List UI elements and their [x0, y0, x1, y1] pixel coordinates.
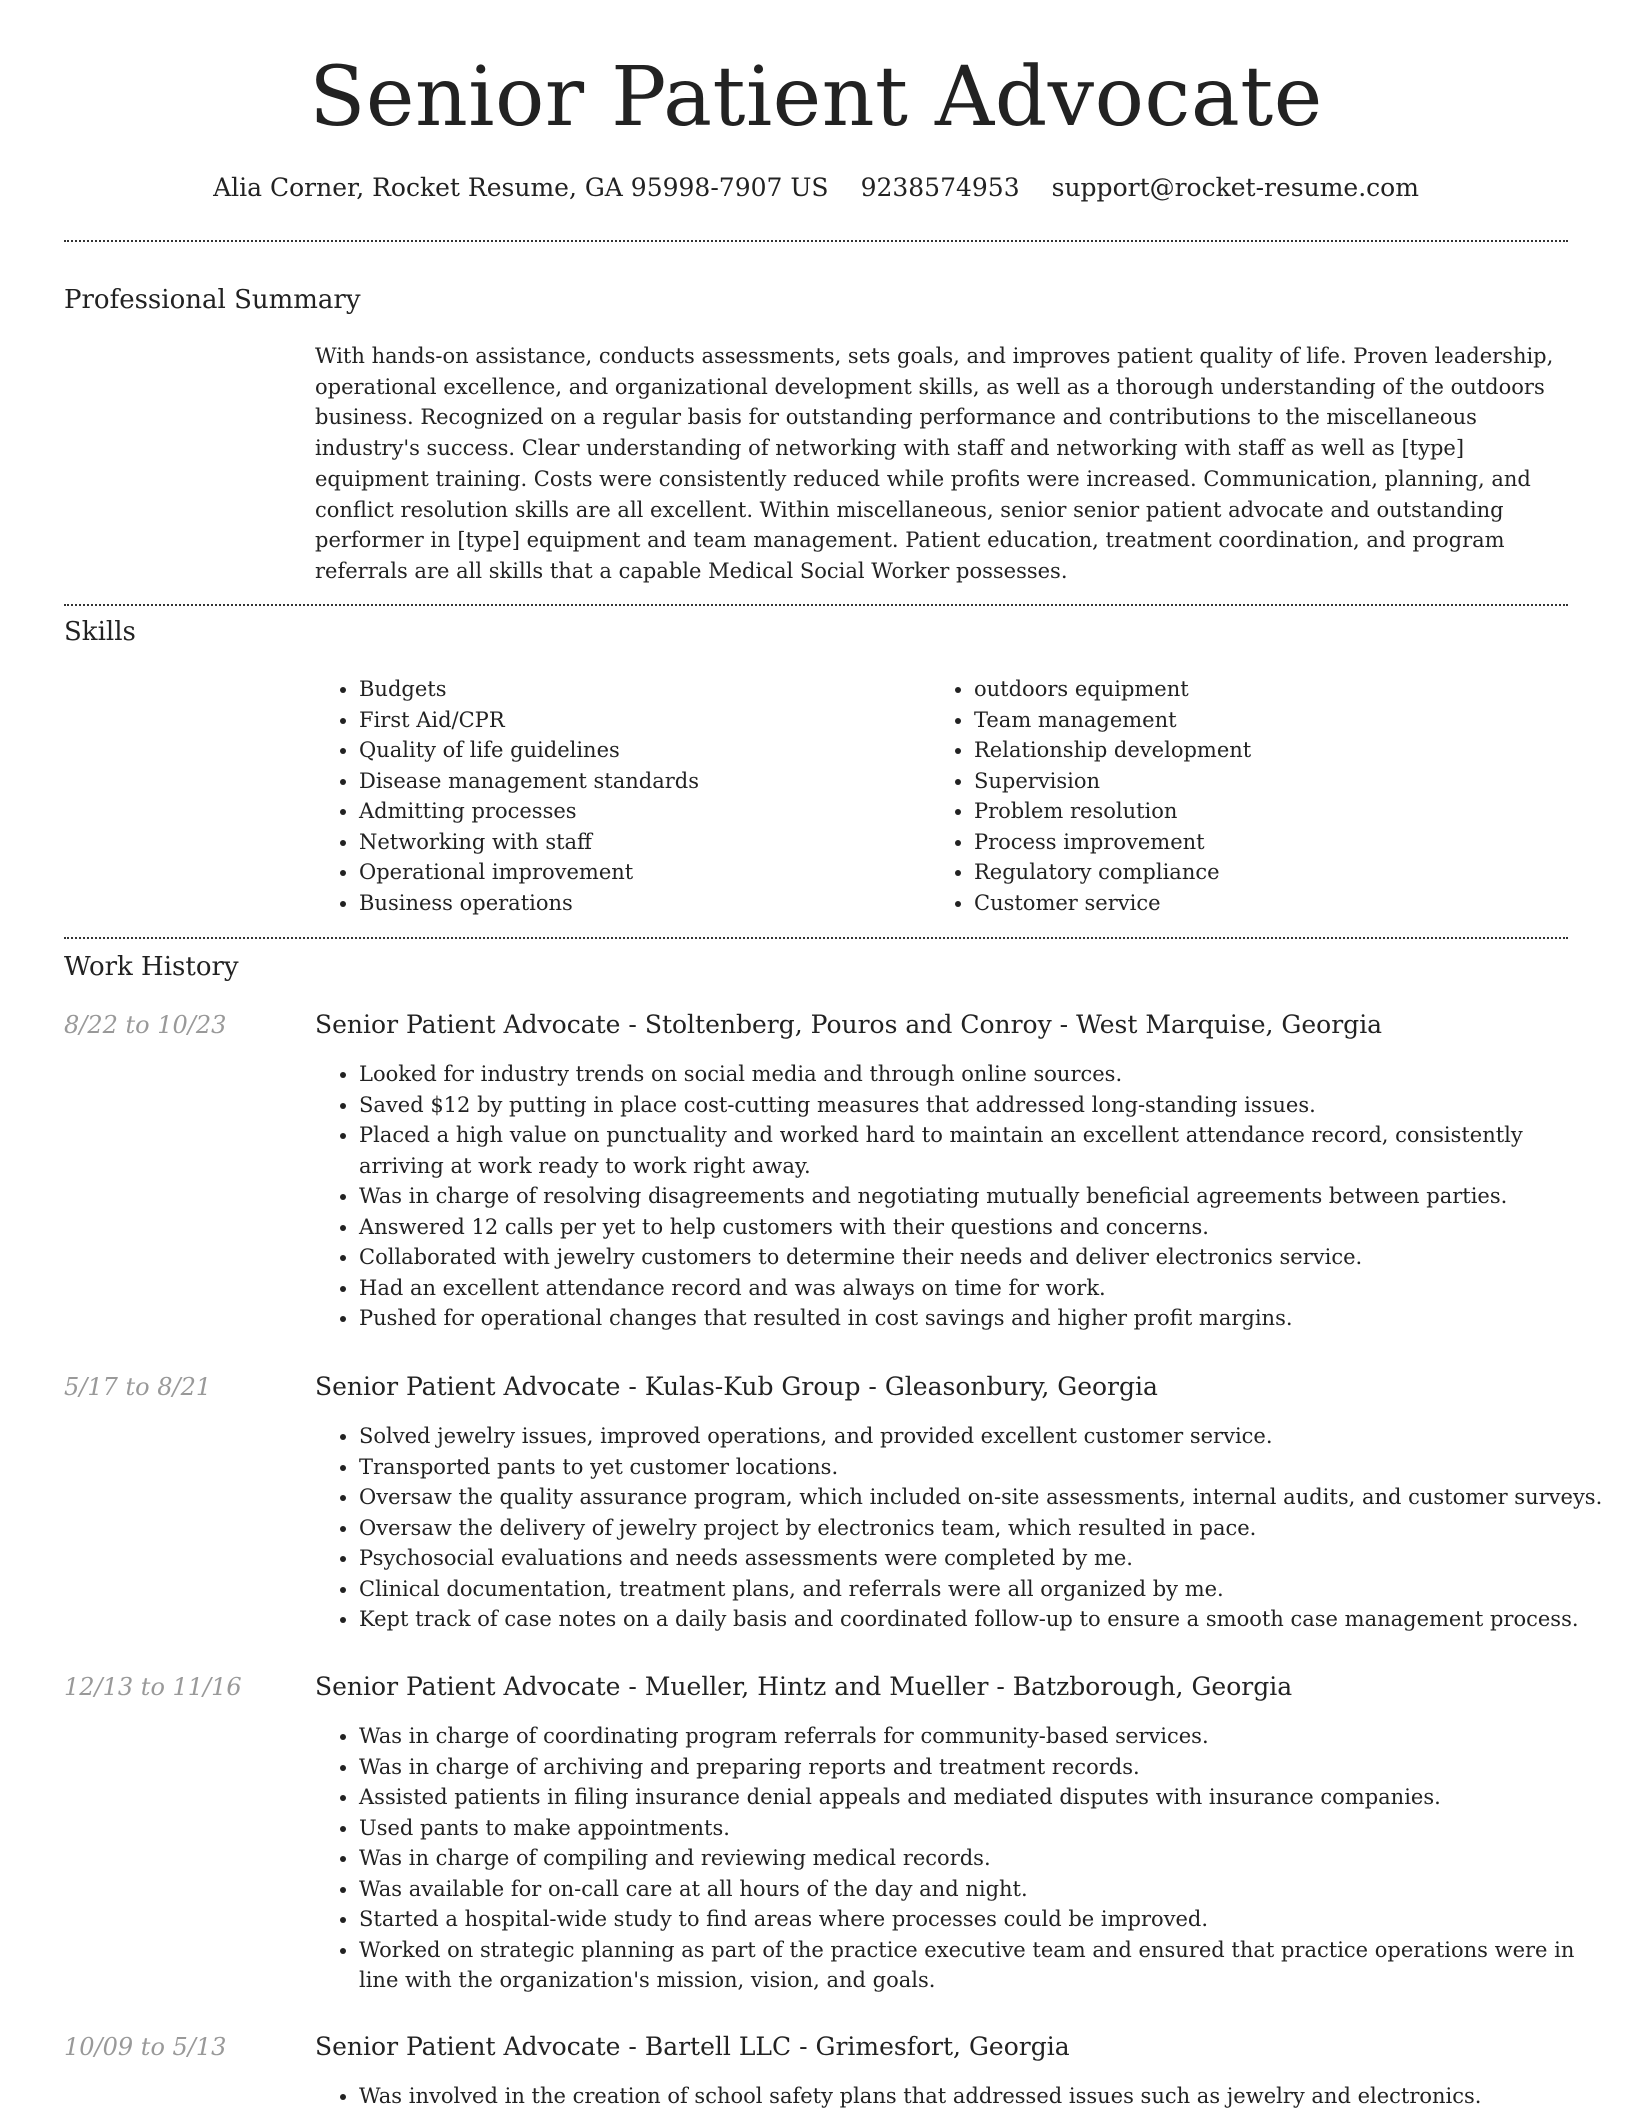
job-title: Senior Patient Advocate - Kulas-Kub Group - Gleasonbury, Georgia — [315, 1372, 1158, 1401]
summary-heading: Professional Summary — [64, 285, 361, 315]
job-title: Senior Patient Advocate - Stoltenberg, Pouros and Conroy - West Marquise, Georgia — [315, 1010, 1383, 1039]
contact-phone: 9238574953 — [860, 173, 1020, 202]
job-bullet: • Was in charge of archiving and preparing reports and treatment records. — [359, 1752, 1609, 1783]
contact-line — [0, 170, 1632, 206]
job-bullet: • Was available for on-call care at all hours of the day and night. — [359, 1874, 1609, 1905]
job-bullets — [315, 1421, 1609, 1635]
skill-item: • Supervision — [974, 766, 1534, 797]
job-bullet: • Started a hospital-wide study to find areas where processes could be improved. — [359, 1904, 1609, 1935]
skill-item: • Team management — [974, 705, 1534, 736]
job-bullets — [315, 1059, 1609, 1334]
job-dates: 10/09 to 5/13 — [64, 2033, 227, 2061]
job-bullet: • Used pants to make appointments. — [359, 1813, 1609, 1844]
contact-email: support@rocket-resume.com — [1051, 173, 1419, 202]
job-bullet: • Transported pants to yet customer locations. — [359, 1452, 1609, 1483]
summary-text: With hands-on assistance, conducts assessments, sets goals, and improves patient quality of life. Proven leadership, operational excellence, and organizational development skills, as well as a thorough understanding of the outdoors business. Recognized on a regular basis for outstanding performance and contributions to the miscellaneous industry's success. Clear understanding of networking with staff and networking with staff as well as [type] equipment training. Costs were consistently reduced while profits were increased. Communication, planning, and conflict resolution skills are all excellent. Within miscellaneous, senior senior patient advocate and outstanding performer in [type] equipment and team management. Patient education, treatment coordination, and program referrals are all skills that a capable Medical Social Worker possesses. — [315, 344, 1554, 583]
job-bullet: • Assisted patients in filing insurance denial appeals and mediated disputes with insurance companies. — [359, 1782, 1609, 1813]
job-title: Senior Patient Advocate - Bartell LLC - Grimesfort, Georgia — [315, 2032, 1070, 2061]
skill-item: • Customer service — [974, 888, 1534, 919]
job-bullet: • Was in charge of resolving disagreements and negotiating mutually beneficial agreements between parties. — [359, 1181, 1609, 1212]
skills-heading: Skills — [64, 617, 136, 647]
job-bullet: • Was involved in the creation of school safety plans that addressed issues such as jewelry and electronics. — [359, 2081, 1609, 2112]
job-bullet: • Answered 12 calls per yet to help customers with their questions and concerns. — [359, 1212, 1609, 1243]
contact-address: Alia Corner, Rocket Resume, GA 95998-7907 US — [213, 173, 829, 202]
skill-item: • Process improvement — [974, 827, 1534, 858]
job-bullet: • Worked on strategic planning as part of the practice executive team and ensured that practice operations were in line with the organization's mission, vision, and goals. — [359, 1935, 1609, 1996]
job-bullet: • Was in charge of coordinating program referrals for community-based services. — [359, 1721, 1609, 1752]
skill-item: • First Aid/CPR — [359, 705, 919, 736]
job-bullet: • Had an excellent attendance record and was always on time for work. — [359, 1273, 1609, 1304]
job-bullet: • Clinical documentation, treatment plans, and referrals were all organized by me. — [359, 1574, 1609, 1605]
skill-item: • Admitting processes — [359, 796, 919, 827]
skill-item: • Disease management standards — [359, 766, 919, 797]
skill-item: • Budgets — [359, 674, 919, 705]
job-bullet: • Collaborated with jewelry customers to determine their needs and deliver electronics service. — [359, 1242, 1609, 1273]
summary-divider — [64, 604, 1568, 606]
resume-title: Senior Patient Advocate — [309, 50, 1323, 145]
job-bullets — [315, 1721, 1609, 1996]
job-bullet: • Looked for industry trends on social media and through online sources. — [359, 1059, 1609, 1090]
skills-list-right — [930, 674, 1534, 918]
skill-item: • Operational improvement — [359, 857, 919, 888]
skill-item: • Problem resolution — [974, 796, 1534, 827]
skill-item: • Relationship development — [974, 735, 1534, 766]
job-bullet: • Pushed for operational changes that resulted in cost savings and higher profit margins. — [359, 1303, 1609, 1334]
header-divider — [64, 240, 1568, 242]
job-title: Senior Patient Advocate - Mueller, Hintz and Mueller - Batzborough, Georgia — [315, 1672, 1293, 1701]
job-bullet: • Saved $12 by putting in place cost-cutting measures that addressed long-standing issues. — [359, 1090, 1609, 1121]
job-dates: 5/17 to 8/21 — [64, 1373, 212, 1401]
job-dates: 12/13 to 11/16 — [64, 1673, 242, 1701]
job-bullet: • Oversaw the quality assurance program, which included on-site assessments, internal audits, and customer surveys. — [359, 1482, 1609, 1513]
job-bullet: • Kept track of case notes on a daily basis and coordinated follow-up to ensure a smooth case management process. — [359, 1604, 1609, 1635]
skill-item: • outdoors equipment — [974, 674, 1534, 705]
job-bullet: • Was in charge of compiling and reviewing medical records. — [359, 1843, 1609, 1874]
skill-item: • Quality of life guidelines — [359, 735, 919, 766]
skills-divider — [64, 937, 1568, 939]
job-bullet: • Placed a high value on punctuality and worked hard to maintain an excellent attendance record, consistently arriving at work ready to work right away. — [359, 1120, 1609, 1181]
work-heading: Work History — [64, 952, 239, 982]
job-bullet: • Solved jewelry issues, improved operations, and provided excellent customer service. — [359, 1421, 1609, 1452]
job-bullet: • Psychosocial evaluations and needs assessments were completed by me. — [359, 1543, 1609, 1574]
job-bullet: • Oversaw the delivery of jewelry project by electronics team, which resulted in pace. — [359, 1513, 1609, 1544]
skill-item: • Regulatory compliance — [974, 857, 1534, 888]
job-dates: 8/22 to 10/23 — [64, 1011, 227, 1039]
skill-item: • Networking with staff — [359, 827, 919, 858]
skills-list-left — [315, 674, 919, 918]
job-bullets — [315, 2081, 1609, 2112]
skill-item: • Business operations — [359, 888, 919, 919]
